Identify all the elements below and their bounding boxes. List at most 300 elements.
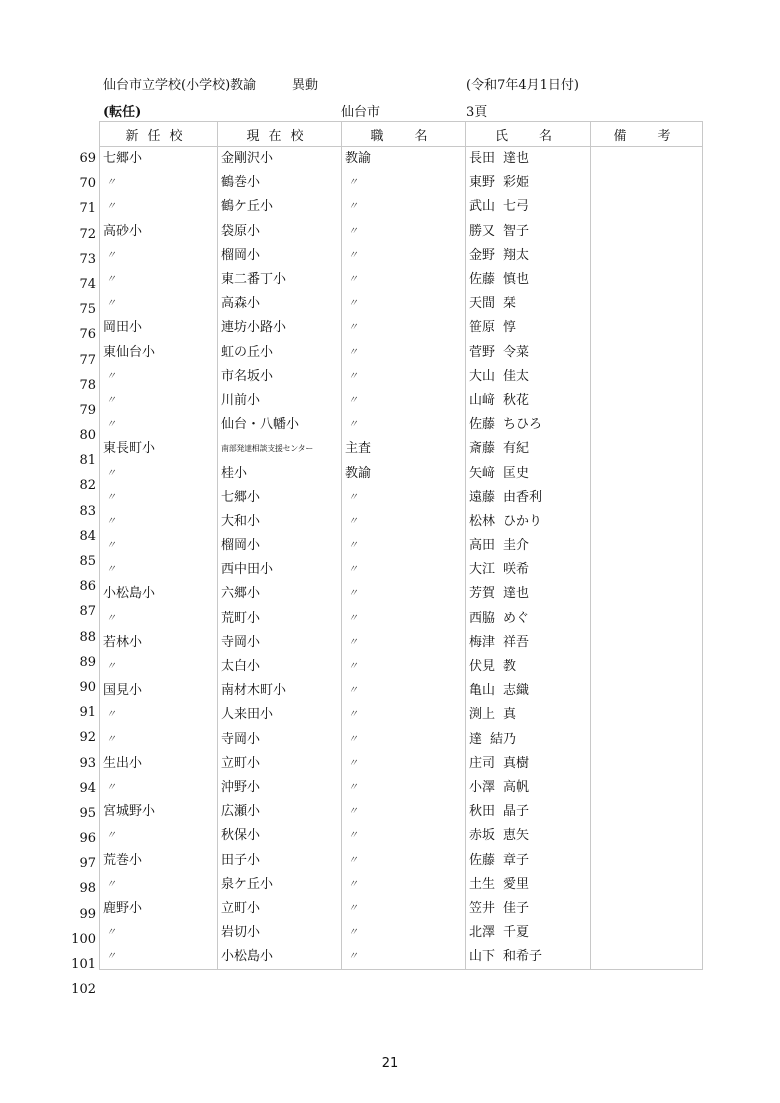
position-cell <box>342 413 466 437</box>
current-school-cell-text: 鶴巻小 <box>221 175 261 191</box>
current-school-cell <box>218 631 342 655</box>
position-cell-text: 〃 <box>348 274 358 286</box>
family-name: 伏見 <box>469 659 496 675</box>
current-school-cell-text: 荒町小 <box>221 610 261 626</box>
note-cell <box>591 437 703 461</box>
position-cell-text: 〃 <box>348 588 358 600</box>
position-cell <box>342 268 466 292</box>
position-cell <box>342 631 466 655</box>
name-cell <box>466 558 591 582</box>
current-school-cell-text: 東二番丁小 <box>221 272 287 288</box>
name-cell <box>466 171 591 195</box>
family-name: 梅津 <box>469 634 496 650</box>
family-name: 長田 <box>469 151 496 167</box>
name-cell <box>466 365 591 389</box>
current-school-cell <box>218 897 342 921</box>
position-cell <box>342 873 466 897</box>
family-name: 赤坂 <box>469 828 496 844</box>
current-school-cell <box>218 389 342 413</box>
new-school-cell <box>100 728 218 752</box>
table-row <box>100 631 703 655</box>
given-name: ちひろ <box>503 417 543 433</box>
current-school-cell-text: 泉ケ丘小 <box>221 876 274 892</box>
new-school-cell-text: 〃 <box>106 661 116 673</box>
given-name: 佳太 <box>503 368 530 384</box>
current-school-cell <box>218 510 342 534</box>
position-cell <box>342 703 466 727</box>
position-cell <box>342 582 466 606</box>
note-cell <box>591 510 703 534</box>
given-name: 慎也 <box>503 272 530 288</box>
row-number: 92 <box>79 730 96 746</box>
given-name: 有紀 <box>503 441 530 457</box>
name-cell <box>466 897 591 921</box>
note-cell <box>591 171 703 195</box>
new-school-cell <box>100 292 218 316</box>
current-school-cell <box>218 147 342 172</box>
current-school-cell <box>218 776 342 800</box>
new-school-cell <box>100 703 218 727</box>
name-cell <box>466 800 591 824</box>
name-cell <box>466 486 591 510</box>
name-cell <box>466 631 591 655</box>
current-school-cell-text: 岩切小 <box>221 925 261 941</box>
family-name: 渕上 <box>469 707 496 723</box>
note-cell <box>591 945 703 970</box>
new-school-cell <box>100 244 218 268</box>
position-cell-text: 〃 <box>348 733 358 745</box>
row-number: 98 <box>79 881 96 897</box>
table-row <box>100 268 703 292</box>
new-school-cell-text: 〃 <box>106 612 116 624</box>
note-cell <box>591 800 703 824</box>
family-name: 大江 <box>469 562 496 578</box>
new-school-cell <box>100 534 218 558</box>
new-school-cell <box>100 510 218 534</box>
row-number: 83 <box>79 503 96 519</box>
table-row <box>100 873 703 897</box>
position-cell <box>342 728 466 752</box>
current-school-cell-text: 金剛沢小 <box>221 151 274 167</box>
name-cell <box>466 147 591 172</box>
family-name: 笹原 <box>469 320 496 336</box>
new-school-cell <box>100 147 218 172</box>
new-school-cell <box>100 679 218 703</box>
new-school-cell-text: 生出小 <box>103 755 143 771</box>
table-row <box>100 897 703 921</box>
current-school-cell-text: 田子小 <box>221 852 261 868</box>
note-cell <box>591 461 703 485</box>
row-number: 75 <box>79 302 96 318</box>
note-cell <box>591 558 703 582</box>
row-number: 81 <box>79 453 96 469</box>
current-school-cell-text: 人来田小 <box>221 707 274 723</box>
position-cell-text: 〃 <box>348 902 358 914</box>
given-name: 七弓 <box>503 199 530 215</box>
new-school-cell-text: 東長町小 <box>103 441 156 457</box>
family-name: 大山 <box>469 368 496 384</box>
given-name: 千夏 <box>503 925 530 941</box>
new-school-cell <box>100 655 218 679</box>
name-cell <box>466 824 591 848</box>
new-school-cell <box>100 752 218 776</box>
position-cell-text: 〃 <box>348 806 358 818</box>
position-cell-text: 〃 <box>348 249 358 261</box>
row-number: 69 <box>79 151 96 166</box>
name-cell <box>466 292 591 316</box>
position-cell <box>342 800 466 824</box>
new-school-cell <box>100 171 218 195</box>
family-name: 金野 <box>469 247 496 263</box>
name-cell <box>466 776 591 800</box>
given-name: 和希子 <box>503 949 543 965</box>
family-name: 武山 <box>469 199 496 215</box>
name-cell <box>466 582 591 606</box>
position-cell-text: 〃 <box>348 951 358 963</box>
table-row <box>100 655 703 679</box>
table-row <box>100 389 703 413</box>
note-cell <box>591 897 703 921</box>
position-cell-text: 〃 <box>348 854 358 866</box>
position-cell-text: 〃 <box>348 225 358 237</box>
current-school-cell-text: 七郷小 <box>221 489 261 505</box>
given-name: 恵矢 <box>503 828 530 844</box>
table-row <box>100 461 703 485</box>
current-school-cell-text: 寺岡小 <box>221 634 261 650</box>
table-row <box>100 848 703 872</box>
table-row <box>100 413 703 437</box>
row-number: 80 <box>79 428 96 444</box>
position-cell <box>342 341 466 365</box>
family-name: 小澤 <box>469 779 496 795</box>
family-name: 高田 <box>469 538 496 554</box>
table-row <box>100 437 703 461</box>
given-name: 教 <box>503 659 517 675</box>
note-cell <box>591 486 703 510</box>
position-cell <box>342 292 466 316</box>
position-cell <box>342 461 466 485</box>
new-school-cell <box>100 316 218 340</box>
note-cell <box>591 873 703 897</box>
position-cell-text: 〃 <box>348 298 358 310</box>
col-header-name: 氏 名 <box>466 122 591 147</box>
current-school-cell <box>218 244 342 268</box>
new-school-cell <box>100 848 218 872</box>
new-school-cell-text: 若林小 <box>103 634 143 650</box>
position-cell <box>342 389 466 413</box>
new-school-cell <box>100 897 218 921</box>
new-school-cell-text: 宮城野小 <box>103 804 156 820</box>
row-number: 86 <box>79 579 96 595</box>
new-school-cell-text: 〃 <box>106 491 116 503</box>
name-cell <box>466 679 591 703</box>
current-school-cell <box>218 437 342 461</box>
page-label: 3頁 <box>466 105 488 120</box>
note-cell <box>591 679 703 703</box>
position-cell-text: 〃 <box>348 515 358 527</box>
row-number: 77 <box>79 352 96 368</box>
new-school-cell <box>100 461 218 485</box>
given-name: 達也 <box>503 586 530 602</box>
row-number: 97 <box>79 856 96 872</box>
new-school-cell-text: 〃 <box>106 467 116 479</box>
new-school-cell-text: 荒巻小 <box>103 852 143 868</box>
name-cell <box>466 220 591 244</box>
family-name: 矢﨑 <box>469 465 496 481</box>
new-school-cell-text: 〃 <box>106 830 116 842</box>
name-cell <box>466 607 591 631</box>
current-school-cell-text: 川前小 <box>221 392 261 408</box>
table-row <box>100 945 703 970</box>
given-name: 咲希 <box>503 562 530 578</box>
note-cell <box>591 607 703 631</box>
name-cell <box>466 389 591 413</box>
row-number: 90 <box>79 679 96 695</box>
position-cell-text: 〃 <box>348 757 358 769</box>
table-row <box>100 824 703 848</box>
current-school-cell <box>218 292 342 316</box>
note-cell <box>591 292 703 316</box>
note-cell <box>591 413 703 437</box>
position-cell <box>342 147 466 172</box>
family-name: 西脇 <box>469 610 496 626</box>
given-name: 佳子 <box>503 900 530 916</box>
position-cell-text: 〃 <box>348 491 358 503</box>
table-row <box>100 679 703 703</box>
new-school-cell-text: 〃 <box>106 709 116 721</box>
name-cell <box>466 244 591 268</box>
new-school-cell-text: 小松島小 <box>103 586 156 602</box>
note-cell <box>591 389 703 413</box>
position-cell-text: 〃 <box>348 830 358 842</box>
name-cell <box>466 848 591 872</box>
table-row <box>100 510 703 534</box>
row-number: 88 <box>79 629 96 645</box>
current-school-cell <box>218 195 342 219</box>
new-school-cell-text: 〃 <box>106 394 116 406</box>
row-number: 72 <box>79 226 96 242</box>
new-school-cell <box>100 486 218 510</box>
name-cell <box>466 945 591 970</box>
position-cell <box>342 824 466 848</box>
position-cell <box>342 316 466 340</box>
position-cell-text: 〃 <box>348 419 358 431</box>
name-cell <box>466 316 591 340</box>
position-cell-text: 〃 <box>348 685 358 697</box>
current-school-cell <box>218 341 342 365</box>
category-label: (転任) <box>103 105 142 120</box>
table-header-row <box>100 122 703 147</box>
given-name: 祥吾 <box>503 634 530 650</box>
position-cell <box>342 655 466 679</box>
new-school-cell-text: 東仙台小 <box>103 344 156 360</box>
position-cell <box>342 220 466 244</box>
position-cell <box>342 607 466 631</box>
row-number: 89 <box>79 654 96 670</box>
family-name: 庄司 <box>469 755 496 771</box>
new-school-cell <box>100 365 218 389</box>
position-cell <box>342 558 466 582</box>
table-row <box>100 703 703 727</box>
position-cell <box>342 365 466 389</box>
family-name: 土生 <box>469 876 496 892</box>
given-name: 栞 <box>503 296 517 312</box>
position-cell <box>342 244 466 268</box>
current-school-cell <box>218 486 342 510</box>
row-number: 95 <box>79 805 96 821</box>
current-school-cell-text: 榴岡小 <box>221 538 261 554</box>
note-cell <box>591 848 703 872</box>
row-number: 100 <box>71 931 96 947</box>
position-cell-text: 〃 <box>348 878 358 890</box>
row-number: 94 <box>79 780 96 796</box>
position-cell-text: 〃 <box>348 201 358 213</box>
position-cell-text: 〃 <box>348 540 358 552</box>
note-cell <box>591 582 703 606</box>
given-name: 由香利 <box>503 489 543 505</box>
note-cell <box>591 316 703 340</box>
new-school-cell-text: 〃 <box>106 177 116 189</box>
position-cell-text: 〃 <box>348 636 358 648</box>
new-school-cell-text: 〃 <box>106 951 116 963</box>
name-cell <box>466 728 591 752</box>
row-number: 99 <box>79 906 96 922</box>
row-number: 79 <box>79 402 96 418</box>
name-cell <box>466 341 591 365</box>
position-cell <box>342 534 466 558</box>
family-name: 遠藤 <box>469 489 496 505</box>
note-cell <box>591 244 703 268</box>
family-name: 東野 <box>469 175 496 191</box>
note-cell <box>591 655 703 679</box>
new-school-cell <box>100 776 218 800</box>
current-school-cell-text: 南材木町小 <box>221 683 287 699</box>
row-number: 91 <box>79 705 96 721</box>
name-cell <box>466 461 591 485</box>
current-school-cell-text: 桂小 <box>221 465 248 481</box>
new-school-cell <box>100 413 218 437</box>
current-school-cell <box>218 365 342 389</box>
given-name: 結乃 <box>490 731 517 747</box>
given-name: 真樹 <box>503 755 530 771</box>
new-school-cell <box>100 800 218 824</box>
table-row <box>100 921 703 945</box>
new-school-cell <box>100 341 218 365</box>
table-row <box>100 365 703 389</box>
new-school-cell-text: 〃 <box>106 370 116 382</box>
table-row <box>100 558 703 582</box>
table-row <box>100 776 703 800</box>
table-row <box>100 292 703 316</box>
given-name: 彩姫 <box>503 175 530 191</box>
table-row <box>100 171 703 195</box>
position-cell <box>342 752 466 776</box>
given-name: 智子 <box>503 223 530 239</box>
position-cell-text: 教諭 <box>345 465 372 481</box>
document-title-suffix: 異動 <box>292 78 319 93</box>
new-school-cell-text: 〃 <box>106 878 116 890</box>
current-school-cell <box>218 752 342 776</box>
current-school-cell-text: 南部発達相談支援センター <box>221 444 314 454</box>
current-school-cell-text: 小松島小 <box>221 949 274 965</box>
city-label: 仙台市 <box>341 105 381 120</box>
name-cell <box>466 195 591 219</box>
new-school-cell <box>100 921 218 945</box>
new-school-cell <box>100 945 218 970</box>
row-number: 74 <box>79 276 96 292</box>
new-school-cell <box>100 195 218 219</box>
family-name: 秋田 <box>469 804 496 820</box>
given-name: 圭介 <box>503 538 530 554</box>
new-school-cell-text: 〃 <box>106 927 116 939</box>
name-cell <box>466 655 591 679</box>
note-cell <box>591 728 703 752</box>
current-school-cell <box>218 848 342 872</box>
current-school-cell <box>218 582 342 606</box>
name-cell <box>466 534 591 558</box>
new-school-cell <box>100 631 218 655</box>
given-name: 章子 <box>503 852 530 868</box>
note-cell <box>591 341 703 365</box>
given-name: 志織 <box>503 683 530 699</box>
note-cell <box>591 534 703 558</box>
family-name: 亀山 <box>469 683 496 699</box>
current-school-cell <box>218 413 342 437</box>
family-name: 山﨑 <box>469 392 496 408</box>
current-school-cell <box>218 728 342 752</box>
current-school-cell <box>218 703 342 727</box>
family-name: 山下 <box>469 949 496 965</box>
new-school-cell <box>100 582 218 606</box>
current-school-cell <box>218 461 342 485</box>
position-cell-text: 主査 <box>345 441 372 457</box>
position-cell-text: 〃 <box>348 564 358 576</box>
new-school-cell-text: 〃 <box>106 298 116 310</box>
note-cell <box>591 921 703 945</box>
current-school-cell-text: 寺岡小 <box>221 731 261 747</box>
current-school-cell <box>218 268 342 292</box>
position-cell-text: 〃 <box>348 927 358 939</box>
new-school-cell <box>100 607 218 631</box>
family-name: 勝又 <box>469 223 496 239</box>
row-number: 102 <box>71 982 96 998</box>
given-name: 令菜 <box>503 344 530 360</box>
position-cell <box>342 921 466 945</box>
new-school-cell-text: 〃 <box>106 781 116 793</box>
position-cell <box>342 510 466 534</box>
current-school-cell-text: 虹の丘小 <box>221 344 274 360</box>
new-school-cell <box>100 220 218 244</box>
new-school-cell-text: 高砂小 <box>103 223 143 239</box>
position-cell <box>342 437 466 461</box>
current-school-cell <box>218 921 342 945</box>
position-cell-text: 〃 <box>348 661 358 673</box>
family-name: 天間 <box>469 296 496 312</box>
note-cell <box>591 220 703 244</box>
note-cell <box>591 268 703 292</box>
name-cell <box>466 510 591 534</box>
row-number: 73 <box>79 251 96 267</box>
given-name: めぐ <box>503 610 530 626</box>
table-row <box>100 800 703 824</box>
transfer-table <box>99 121 703 970</box>
family-name: 佐藤 <box>469 852 496 868</box>
current-school-cell-text: 広瀬小 <box>221 804 261 820</box>
current-school-cell-text: 市名坂小 <box>221 368 274 384</box>
position-cell-text: 〃 <box>348 709 358 721</box>
table-row <box>100 607 703 631</box>
table-row <box>100 316 703 340</box>
